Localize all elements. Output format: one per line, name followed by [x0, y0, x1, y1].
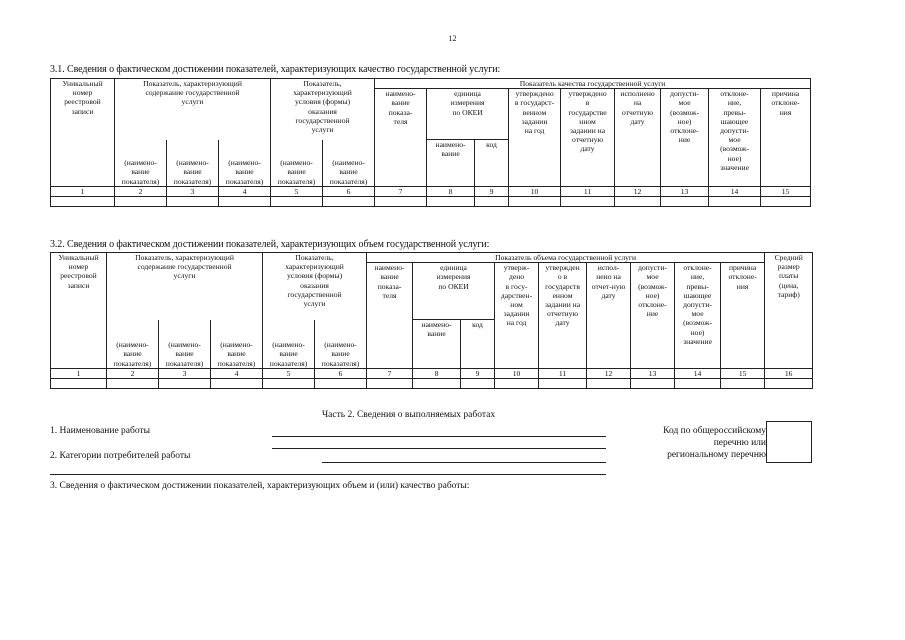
header-indicator-name-3: (наимено- вание показателя)	[211, 320, 263, 369]
section-3-2-title: 3.2. Сведения о фактическом достижении показателей, характеризующих объем государственной услуги:	[50, 239, 490, 250]
empty-data-row	[51, 196, 811, 206]
code-label: Код по общероссийскому перечню или региональному перечню	[663, 426, 766, 460]
column-number: 16	[765, 368, 813, 378]
column-number: 1	[51, 186, 115, 196]
consumers-line-2	[50, 474, 606, 475]
column-number: 9	[475, 186, 509, 196]
header-reason: причина отклоне- ния	[721, 263, 765, 369]
header-unit-name: наимено- вание	[413, 320, 461, 369]
header-approved-date: утвержден о в государств енном задании на отчетную дату	[539, 263, 587, 369]
header-approved-date: утверждено в государстве нном задании на отчетную дату	[561, 89, 615, 187]
header-volume: Показатель объема государственной услуги	[367, 253, 765, 263]
column-number: 11	[539, 368, 587, 378]
column-number: 6	[315, 368, 367, 378]
header-indicator-name-3: (наимено- вание показателя)	[219, 140, 271, 187]
header-indicator-name-2: (наимено- вание показателя)	[159, 320, 211, 369]
header-unit-code: код	[461, 320, 495, 369]
header-avg-price: Средний размер платы (цена, тариф)	[765, 253, 813, 369]
header-allowed: допусти- мое (возмож- ное) отклоне- ние	[661, 89, 709, 187]
column-number: 8	[427, 186, 475, 196]
header-conditions: Показатель, характеризующий условия (формы) оказания государственной услуги	[271, 79, 375, 140]
header-unit-code: код	[475, 140, 509, 187]
header-indicator-name-4: (наимено- вание показателя)	[271, 140, 323, 187]
header-name: наимено- вание показа- теля	[375, 89, 427, 187]
header-conditions: Показатель, характеризующий условия (формы) оказания государственной услуги	[263, 253, 367, 320]
header-quality: Показатель качества государственной услуги	[375, 79, 811, 89]
header-approved-year: утверждено в государст- венном задании на год	[509, 89, 561, 187]
column-number: 6	[323, 186, 375, 196]
column-number: 4	[219, 186, 271, 196]
quality-table	[50, 78, 811, 207]
header-unique-number: Уникальный номер реестровой записи	[51, 79, 115, 187]
column-number: 4	[211, 368, 263, 378]
header-unique-number: Уникальный номер реестровой записи	[51, 253, 107, 369]
section-3-label: 3. Сведения о фактическом достижении показателей, характеризующих объем и (или) качество работы:	[50, 481, 470, 491]
column-number: 10	[495, 368, 539, 378]
column-number: 3	[167, 186, 219, 196]
column-number: 14	[709, 186, 761, 196]
header-deviation: отклоне- ние, превы- шающее допусти- мое (возмож- ное) значение	[709, 89, 761, 187]
column-number: 15	[761, 186, 811, 196]
volume-table	[50, 252, 813, 389]
column-number: 13	[631, 368, 675, 378]
column-number: 7	[375, 186, 427, 196]
header-name: наимено- вание показа- теля	[367, 263, 413, 369]
header-indicator-name-1: (наимено- вание показателя)	[115, 140, 167, 187]
work-name-label: 1. Наименование работы	[50, 426, 151, 436]
column-number: 2	[115, 186, 167, 196]
column-number: 1	[51, 368, 107, 378]
column-number: 3	[159, 368, 211, 378]
header-indicator-name-5: (наимено- вание показателя)	[323, 140, 375, 187]
column-number: 5	[263, 368, 315, 378]
column-number: 14	[675, 368, 721, 378]
header-indicator-name-5: (наимено- вание показателя)	[315, 320, 367, 369]
column-number: 10	[509, 186, 561, 196]
column-number: 2	[107, 368, 159, 378]
header-indicator-name-1: (наимено- вание показателя)	[107, 320, 159, 369]
column-number: 12	[587, 368, 631, 378]
work-name-line	[272, 436, 606, 437]
header-executed: испол- нено на отчет-ную дату	[587, 263, 631, 369]
page-number: 12	[448, 34, 457, 43]
header-indicator-name-4: (наимено- вание показателя)	[263, 320, 315, 369]
column-number: 12	[615, 186, 661, 196]
column-number: 8	[413, 368, 461, 378]
column-number: 15	[721, 368, 765, 378]
header-reason: причина отклоне- ния	[761, 89, 811, 187]
part-2-title: Часть 2. Сведения о выполняемых работах	[322, 410, 496, 420]
column-number: 11	[561, 186, 615, 196]
header-executed: исполнено на отчетную дату	[615, 89, 661, 187]
header-indicator-name-2: (наимено- вание показателя)	[167, 140, 219, 187]
column-number: 5	[271, 186, 323, 196]
header-unit: единица измерения по ОКЕИ	[413, 263, 495, 320]
header-unit: единица измерения по ОКЕИ	[427, 89, 509, 140]
empty-data-row	[51, 378, 813, 388]
column-numbers-row	[51, 368, 813, 378]
header-content: Показатель, характеризующий содержание государственной услуги	[107, 253, 263, 320]
header-content: Показатель, характеризующий содержание государственной услуги	[115, 79, 271, 140]
column-number: 13	[661, 186, 709, 196]
column-numbers-row	[51, 186, 811, 196]
header-unit-name: наимено- вание	[427, 140, 475, 187]
column-number: 7	[367, 368, 413, 378]
header-allowed: допусти- мое (возмож- ное) отклоне- ние	[631, 263, 675, 369]
consumers-line	[322, 462, 606, 463]
header-approved-year: утверж- дено в госу- дарствен- ном задании на год	[495, 263, 539, 369]
column-number: 9	[461, 368, 495, 378]
consumers-label: 2. Категории потребителей работы	[50, 451, 191, 461]
header-deviation: отклоне- ние, превы- шающее допусти- мое (возмож- ное) значение	[675, 263, 721, 369]
work-name-line-2	[272, 448, 606, 449]
code-box	[766, 421, 812, 463]
section-3-1-title: 3.1. Сведения о фактическом достижении показателей, характеризующих качество государственной услуги:	[50, 64, 501, 75]
